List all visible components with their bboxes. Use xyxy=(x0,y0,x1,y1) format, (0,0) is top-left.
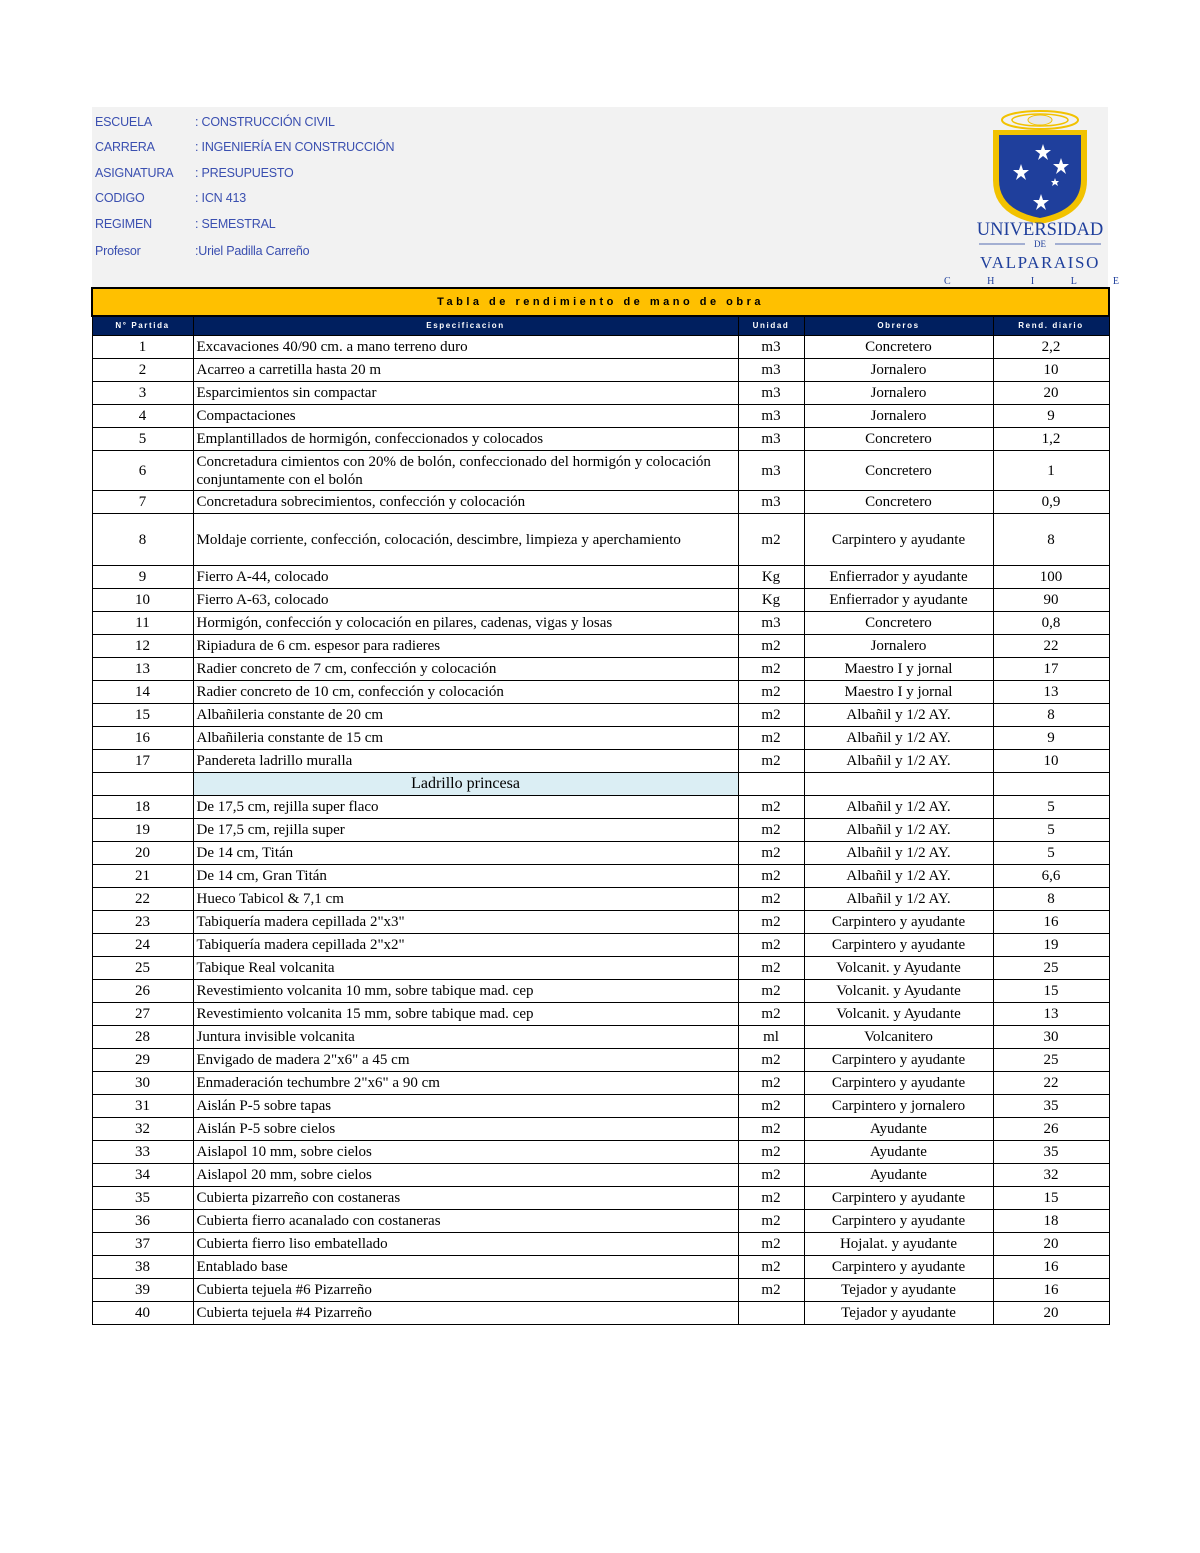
cell-unidad: m2 xyxy=(738,819,804,842)
table-row xyxy=(92,1026,1109,1049)
cell-unidad: m2 xyxy=(738,1256,804,1279)
cell-especificacion: Albañileria constante de 20 cm xyxy=(193,704,738,727)
cell-rend: 16 xyxy=(993,1256,1109,1279)
logo-line1: UNIVERSIDAD xyxy=(976,220,1104,240)
cell-obreros: Enfierrador y ayudante xyxy=(804,566,993,589)
cell-partida: 26 xyxy=(92,980,193,1003)
cell-rend: 35 xyxy=(993,1095,1109,1118)
table-title: Tabla de rendimiento de mano de obra xyxy=(92,288,1109,316)
cell-especificacion: Compactaciones xyxy=(193,405,738,428)
cell-unidad: ml xyxy=(738,1026,804,1049)
cell-rend: 0,9 xyxy=(993,491,1109,514)
cell-partida: 2 xyxy=(92,359,193,382)
cell-unidad: m2 xyxy=(738,1072,804,1095)
cell-rend: 2,2 xyxy=(993,336,1109,359)
cell-rend: 30 xyxy=(993,1026,1109,1049)
cell-unidad: m2 xyxy=(738,727,804,750)
cell-obreros xyxy=(804,773,993,796)
cell-especificacion: Aislán P-5 sobre cielos xyxy=(193,1118,738,1141)
cell-unidad: m2 xyxy=(738,1003,804,1026)
cell-especificacion: Esparcimientos sin compactar xyxy=(193,382,738,405)
col-header-partida: N° Partida xyxy=(92,316,193,336)
table-row xyxy=(92,491,1109,514)
table-row xyxy=(92,1302,1109,1325)
cell-rend: 22 xyxy=(993,635,1109,658)
cell-obreros: Albañil y 1/2 AY. xyxy=(804,727,993,750)
cell-obreros: Albañil y 1/2 AY. xyxy=(804,865,993,888)
cell-partida: 22 xyxy=(92,888,193,911)
cell-obreros: Albañil y 1/2 AY. xyxy=(804,750,993,773)
sun-rays-icon xyxy=(1002,111,1078,129)
cell-especificacion: Aislapol 10 mm, sobre cielos xyxy=(193,1141,738,1164)
cell-partida: 4 xyxy=(92,405,193,428)
cell-obreros: Concretero xyxy=(804,428,993,451)
cell-partida: 17 xyxy=(92,750,193,773)
table-row xyxy=(92,1187,1109,1210)
table-row xyxy=(92,514,1109,566)
table-header-row xyxy=(92,316,1109,336)
cell-partida: 9 xyxy=(92,566,193,589)
cell-obreros: Jornalero xyxy=(804,405,993,428)
table-row xyxy=(92,658,1109,681)
cell-obreros: Carpintero y ayudante xyxy=(804,1256,993,1279)
cell-especificacion: De 17,5 cm, rejilla super flaco xyxy=(193,796,738,819)
info-label: CODIGO xyxy=(95,191,145,205)
cell-rend: 9 xyxy=(993,405,1109,428)
shield-icon xyxy=(993,130,1087,224)
info-label: CARRERA xyxy=(95,140,155,154)
cell-partida: 30 xyxy=(92,1072,193,1095)
cell-especificacion: Emplantillados de hormigón, confeccionados y colocados xyxy=(193,428,738,451)
cell-obreros: Volcanit. y Ayudante xyxy=(804,957,993,980)
cell-unidad: m2 xyxy=(738,1164,804,1187)
cell-partida: 16 xyxy=(92,727,193,750)
cell-obreros: Concretero xyxy=(804,336,993,359)
table-row xyxy=(92,589,1109,612)
cell-especificacion: Entablado base xyxy=(193,1256,738,1279)
cell-especificacion: Enmaderación techumbre 2"x6" a 90 cm xyxy=(193,1072,738,1095)
cell-especificacion: Concretadura sobrecimientos, confección y colocación xyxy=(193,491,738,514)
cell-obreros: Ayudante xyxy=(804,1164,993,1187)
table-row xyxy=(92,911,1109,934)
cell-rend: 9 xyxy=(993,727,1109,750)
cell-especificacion: Hueco Tabicol & 7,1 cm xyxy=(193,888,738,911)
table-row xyxy=(92,888,1109,911)
col-header-unidad: Unidad xyxy=(738,316,804,336)
cell-partida: 28 xyxy=(92,1026,193,1049)
cell-especificacion: Pandereta ladrillo muralla xyxy=(193,750,738,773)
info-value: :Uriel Padilla Carreño xyxy=(195,244,310,258)
table-row xyxy=(92,1141,1109,1164)
table-row xyxy=(92,359,1109,382)
cell-rend: 0,8 xyxy=(993,612,1109,635)
cell-partida: 5 xyxy=(92,428,193,451)
cell-unidad: m2 xyxy=(738,681,804,704)
cell-obreros: Albañil y 1/2 AY. xyxy=(804,819,993,842)
cell-obreros: Carpintero y ayudante xyxy=(804,934,993,957)
cell-partida: 19 xyxy=(92,819,193,842)
cell-unidad: m2 xyxy=(738,635,804,658)
cell-obreros: Maestro I y jornal xyxy=(804,681,993,704)
cell-rend: 20 xyxy=(993,1233,1109,1256)
cell-especificacion: Moldaje corriente, confección, colocación, descimbre, limpieza y aperchamiento xyxy=(193,514,738,566)
cell-partida: 8 xyxy=(92,514,193,566)
cell-rend: 10 xyxy=(993,750,1109,773)
cell-obreros: Enfierrador y ayudante xyxy=(804,589,993,612)
cell-partida: 18 xyxy=(92,796,193,819)
table-row xyxy=(92,1233,1109,1256)
cell-obreros: Albañil y 1/2 AY. xyxy=(804,704,993,727)
cell-unidad: m2 xyxy=(738,704,804,727)
cell-obreros: Carpintero y ayudante xyxy=(804,1072,993,1095)
cell-partida: 34 xyxy=(92,1164,193,1187)
table-row xyxy=(92,819,1109,842)
cell-especificacion: Revestimiento volcanita 10 mm, sobre tabique mad. cep xyxy=(193,980,738,1003)
cell-rend: 15 xyxy=(993,1187,1109,1210)
cell-especificacion: Acarreo a carretilla hasta 20 m xyxy=(193,359,738,382)
table-body xyxy=(92,288,1109,1325)
info-value: : CONSTRUCCIÓN CIVIL xyxy=(195,115,335,129)
cell-especificacion: Aislapol 20 mm, sobre cielos xyxy=(193,1164,738,1187)
cell-unidad: m2 xyxy=(738,658,804,681)
table-row xyxy=(92,1095,1109,1118)
cell-rend: 5 xyxy=(993,796,1109,819)
cell-especificacion: Concretadura cimientos con 20% de bolón, confeccionado del hormigón y colocación conjuntamente con el bolón xyxy=(193,451,738,491)
cell-partida: 29 xyxy=(92,1049,193,1072)
cell-especificacion: Ladrillo princesa xyxy=(193,773,738,796)
cell-unidad: m2 xyxy=(738,796,804,819)
cell-rend: 100 xyxy=(993,566,1109,589)
cell-partida xyxy=(92,773,193,796)
cell-rend: 8 xyxy=(993,514,1109,566)
info-value: : ICN 413 xyxy=(195,191,247,205)
cell-rend: 13 xyxy=(993,1003,1109,1026)
cell-obreros: Tejador y ayudante xyxy=(804,1279,993,1302)
cell-obreros: Albañil y 1/2 AY. xyxy=(804,842,993,865)
cell-especificacion: Cubierta fierro liso embatellado xyxy=(193,1233,738,1256)
cell-especificacion: Fierro A-44, colocado xyxy=(193,566,738,589)
cell-unidad: m2 xyxy=(738,911,804,934)
info-label: ASIGNATURA xyxy=(95,166,174,180)
cell-partida: 37 xyxy=(92,1233,193,1256)
cell-unidad: m3 xyxy=(738,491,804,514)
cell-unidad: m2 xyxy=(738,865,804,888)
cell-rend: 16 xyxy=(993,911,1109,934)
cell-partida: 13 xyxy=(92,658,193,681)
cell-partida: 10 xyxy=(92,589,193,612)
cell-rend: 5 xyxy=(993,842,1109,865)
cell-obreros: Jornalero xyxy=(804,382,993,405)
cell-especificacion: Tabiquería madera cepillada 2"x3" xyxy=(193,911,738,934)
cell-especificacion: Envigado de madera 2"x6" a 45 cm xyxy=(193,1049,738,1072)
cell-obreros: Concretero xyxy=(804,451,993,491)
cell-rend: 20 xyxy=(993,382,1109,405)
table-row xyxy=(92,428,1109,451)
cell-unidad: m2 xyxy=(738,1141,804,1164)
cell-unidad: m3 xyxy=(738,336,804,359)
cell-especificacion: Cubierta tejuela #6 Pizarreño xyxy=(193,1279,738,1302)
table-row xyxy=(92,336,1109,359)
cell-unidad: Kg xyxy=(738,589,804,612)
cell-rend: 6,6 xyxy=(993,865,1109,888)
cell-obreros: Tejador y ayudante xyxy=(804,1302,993,1325)
cell-rend: 1 xyxy=(993,451,1109,491)
table-row xyxy=(92,934,1109,957)
info-value: : SEMESTRAL xyxy=(195,217,276,231)
cell-rend: 1,2 xyxy=(993,428,1109,451)
logo-line3: VALPARAISO xyxy=(980,253,1100,272)
cell-obreros: Jornalero xyxy=(804,359,993,382)
cell-rend: 5 xyxy=(993,819,1109,842)
cell-especificacion: Cubierta pizarreño con costaneras xyxy=(193,1187,738,1210)
logo-line2: DE xyxy=(1034,239,1046,249)
cell-partida: 35 xyxy=(92,1187,193,1210)
cell-rend: 32 xyxy=(993,1164,1109,1187)
cell-especificacion: Albañileria constante de 15 cm xyxy=(193,727,738,750)
table-row xyxy=(92,704,1109,727)
table-row xyxy=(92,405,1109,428)
table-row xyxy=(92,1210,1109,1233)
table-row xyxy=(92,957,1109,980)
table-row xyxy=(92,1164,1109,1187)
university-logo xyxy=(943,108,1137,287)
cell-unidad: m2 xyxy=(738,888,804,911)
cell-especificacion: Radier concreto de 7 cm, confección y colocación xyxy=(193,658,738,681)
cell-partida: 25 xyxy=(92,957,193,980)
table-row xyxy=(92,612,1109,635)
cell-especificacion: Excavaciones 40/90 cm. a mano terreno duro xyxy=(193,336,738,359)
cell-especificacion: Cubierta tejuela #4 Pizarreño xyxy=(193,1302,738,1325)
cell-especificacion: Aislán P-5 sobre tapas xyxy=(193,1095,738,1118)
cell-unidad: m3 xyxy=(738,428,804,451)
cell-partida: 15 xyxy=(92,704,193,727)
table-row xyxy=(92,980,1109,1003)
info-value: : INGENIERÍA EN CONSTRUCCIÓN xyxy=(195,140,395,154)
cell-especificacion: De 17,5 cm, rejilla super xyxy=(193,819,738,842)
cell-rend: 25 xyxy=(993,957,1109,980)
cell-unidad: m2 xyxy=(738,1210,804,1233)
table-row xyxy=(92,1072,1109,1095)
cell-partida: 31 xyxy=(92,1095,193,1118)
col-header-especificacion: Especificacion xyxy=(193,316,738,336)
cell-unidad: m2 xyxy=(738,1118,804,1141)
cell-rend: 22 xyxy=(993,1072,1109,1095)
cell-rend: 90 xyxy=(993,589,1109,612)
col-header-rend: Rend. diario xyxy=(993,316,1109,336)
cell-especificacion: Ripiadura de 6 cm. espesor para radieres xyxy=(193,635,738,658)
cell-rend: 20 xyxy=(993,1302,1109,1325)
cell-unidad: m2 xyxy=(738,842,804,865)
cell-unidad: m3 xyxy=(738,359,804,382)
info-label: Profesor xyxy=(95,244,141,258)
cell-obreros: Carpintero y ayudante xyxy=(804,1210,993,1233)
cell-obreros: Ayudante xyxy=(804,1118,993,1141)
cell-especificacion: De 14 cm, Gran Titán xyxy=(193,865,738,888)
table-row xyxy=(92,451,1109,491)
cell-unidad: m2 xyxy=(738,934,804,957)
cell-obreros: Carpintero y ayudante xyxy=(804,514,993,566)
cell-obreros: Concretero xyxy=(804,612,993,635)
cell-rend: 26 xyxy=(993,1118,1109,1141)
cell-partida: 40 xyxy=(92,1302,193,1325)
cell-rend: 16 xyxy=(993,1279,1109,1302)
cell-unidad: m3 xyxy=(738,405,804,428)
table-row xyxy=(92,1003,1109,1026)
table-row xyxy=(92,842,1109,865)
logo-line4: C H I L E xyxy=(943,276,1137,287)
cell-especificacion: Hormigón, confección y colocación en pilares, cadenas, vigas y losas xyxy=(193,612,738,635)
col-header-obreros: Obreros xyxy=(804,316,993,336)
cell-unidad: m2 xyxy=(738,957,804,980)
table-title-row xyxy=(92,288,1109,316)
cell-partida: 11 xyxy=(92,612,193,635)
cell-partida: 3 xyxy=(92,382,193,405)
cell-rend: 8 xyxy=(993,888,1109,911)
table-row xyxy=(92,750,1109,773)
cell-unidad: m2 xyxy=(738,1187,804,1210)
table-row xyxy=(92,1256,1109,1279)
cell-obreros: Carpintero y jornalero xyxy=(804,1095,993,1118)
cell-rend: 18 xyxy=(993,1210,1109,1233)
table-row xyxy=(92,635,1109,658)
table-row xyxy=(92,865,1109,888)
cell-partida: 27 xyxy=(92,1003,193,1026)
cell-especificacion: Cubierta fierro acanalado con costaneras xyxy=(193,1210,738,1233)
info-label: REGIMEN xyxy=(95,217,152,231)
cell-rend: 10 xyxy=(993,359,1109,382)
cell-especificacion: Revestimiento volcanita 15 mm, sobre tabique mad. cep xyxy=(193,1003,738,1026)
cell-partida: 7 xyxy=(92,491,193,514)
info-value: : PRESUPUESTO xyxy=(195,166,294,180)
cell-unidad: m2 xyxy=(738,750,804,773)
cell-partida: 33 xyxy=(92,1141,193,1164)
labor-performance-table xyxy=(91,287,1110,1325)
table-row xyxy=(92,566,1109,589)
cell-partida: 39 xyxy=(92,1279,193,1302)
cell-obreros: Volcanitero xyxy=(804,1026,993,1049)
cell-partida: 14 xyxy=(92,681,193,704)
cell-rend: 35 xyxy=(993,1141,1109,1164)
cell-obreros: Carpintero y ayudante xyxy=(804,1049,993,1072)
cell-unidad: m3 xyxy=(738,612,804,635)
table-row xyxy=(92,727,1109,750)
cell-rend: 17 xyxy=(993,658,1109,681)
table-row xyxy=(92,681,1109,704)
cell-obreros: Jornalero xyxy=(804,635,993,658)
cell-obreros: Carpintero y ayudante xyxy=(804,1187,993,1210)
cell-unidad xyxy=(738,773,804,796)
table-row xyxy=(92,1118,1109,1141)
cell-especificacion: Radier concreto de 10 cm, confección y colocación xyxy=(193,681,738,704)
cell-unidad: m2 xyxy=(738,1049,804,1072)
cell-partida: 38 xyxy=(92,1256,193,1279)
cell-obreros: Hojalat. y ayudante xyxy=(804,1233,993,1256)
cell-obreros: Volcanit. y Ayudante xyxy=(804,980,993,1003)
cell-unidad: m2 xyxy=(738,1233,804,1256)
cell-unidad: m2 xyxy=(738,980,804,1003)
cell-partida: 21 xyxy=(92,865,193,888)
cell-unidad xyxy=(738,1302,804,1325)
cell-obreros: Volcanit. y Ayudante xyxy=(804,1003,993,1026)
cell-unidad: m3 xyxy=(738,382,804,405)
table-subheader-row xyxy=(92,773,1109,796)
cell-rend xyxy=(993,773,1109,796)
cell-obreros: Albañil y 1/2 AY. xyxy=(804,888,993,911)
cell-obreros: Albañil y 1/2 AY. xyxy=(804,796,993,819)
table-row xyxy=(92,796,1109,819)
cell-partida: 32 xyxy=(92,1118,193,1141)
cell-partida: 23 xyxy=(92,911,193,934)
table-row xyxy=(92,1049,1109,1072)
cell-especificacion: Tabiquería madera cepillada 2"x2" xyxy=(193,934,738,957)
cell-obreros: Maestro I y jornal xyxy=(804,658,993,681)
cell-obreros: Carpintero y ayudante xyxy=(804,911,993,934)
cell-partida: 6 xyxy=(92,451,193,491)
cell-unidad: m3 xyxy=(738,451,804,491)
cell-especificacion: De 14 cm, Titán xyxy=(193,842,738,865)
cell-rend: 15 xyxy=(993,980,1109,1003)
cell-unidad: m2 xyxy=(738,1095,804,1118)
table-row xyxy=(92,1279,1109,1302)
cell-especificacion: Tabique Real volcanita xyxy=(193,957,738,980)
cell-especificacion: Fierro A-63, colocado xyxy=(193,589,738,612)
cell-unidad: m2 xyxy=(738,1279,804,1302)
cell-unidad: Kg xyxy=(738,566,804,589)
cell-partida: 12 xyxy=(92,635,193,658)
table-row xyxy=(92,382,1109,405)
cell-partida: 24 xyxy=(92,934,193,957)
cell-partida: 36 xyxy=(92,1210,193,1233)
cell-rend: 25 xyxy=(993,1049,1109,1072)
cell-rend: 8 xyxy=(993,704,1109,727)
cell-especificacion: Juntura invisible volcanita xyxy=(193,1026,738,1049)
cell-partida: 20 xyxy=(92,842,193,865)
cell-partida: 1 xyxy=(92,336,193,359)
info-label: ESCUELA xyxy=(95,115,152,129)
cell-unidad: m2 xyxy=(738,514,804,566)
cell-obreros: Concretero xyxy=(804,491,993,514)
cell-rend: 13 xyxy=(993,681,1109,704)
cell-obreros: Ayudante xyxy=(804,1141,993,1164)
cell-rend: 19 xyxy=(993,934,1109,957)
